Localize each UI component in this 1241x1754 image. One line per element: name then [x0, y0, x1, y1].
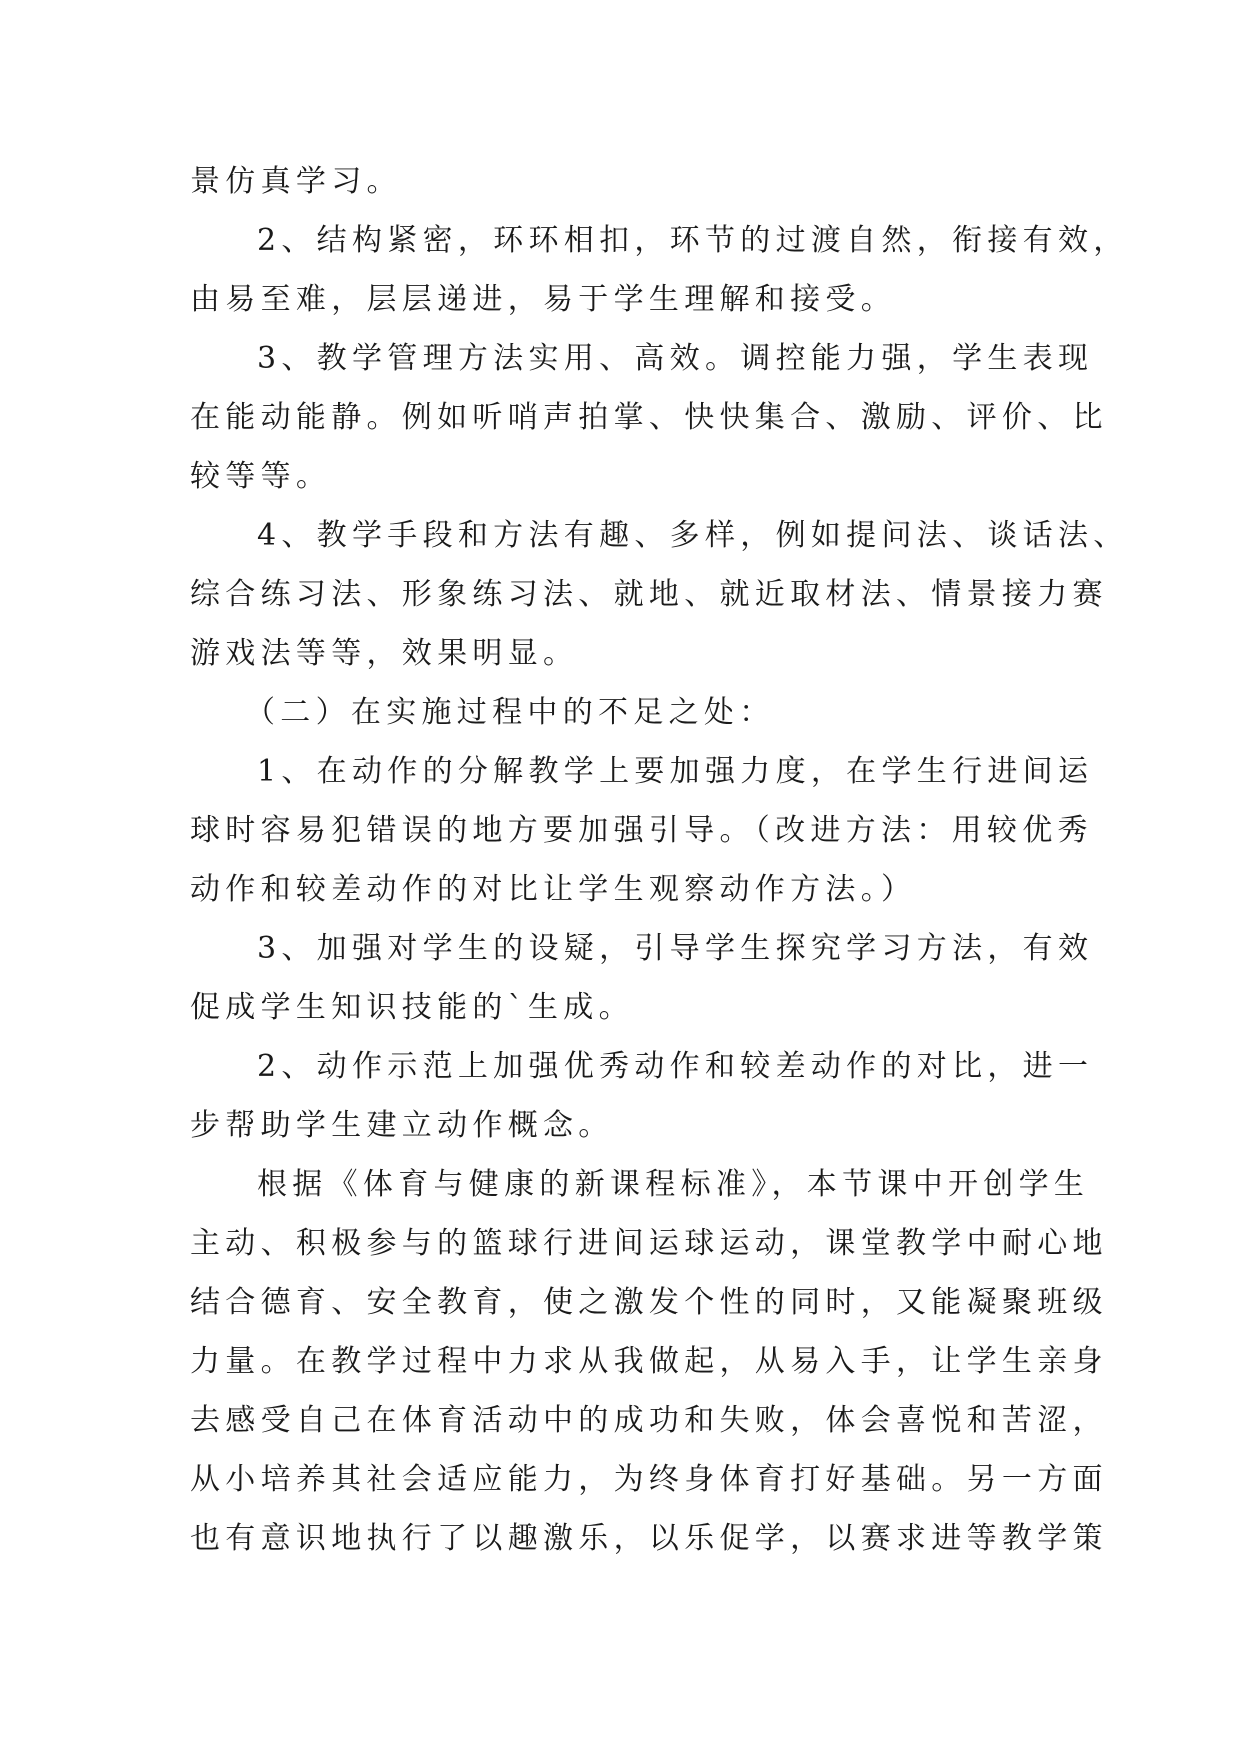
text-line: 动作和较差动作的对比让学生观察动作方法。） [190, 872, 917, 907]
text-line: 促成学生知识技能的`生成。 [190, 990, 634, 1025]
text-line: 步帮助学生建立动作概念。 [190, 1108, 614, 1143]
text-line: 力量。在教学过程中力求从我做起，从易入手，让学生亲身 [190, 1344, 1108, 1379]
text-line: 结合德育、安全教育，使之激发个性的同时，又能凝聚班级 [190, 1285, 1108, 1320]
text-line: 由易至难，层层递进，易于学生理解和接受。 [190, 282, 896, 317]
section-heading: （二）在实施过程中的不足之处： [245, 695, 775, 730]
text-line: 游戏法等等，效果明显。 [190, 636, 579, 671]
text-line: 也有意识地执行了以趣激乐，以乐促学，以赛求进等教学策 [190, 1521, 1108, 1556]
document-body [190, 152, 1129, 1568]
text-line: 2、动作示范上加强优秀动作和较差动作的对比，进一 [257, 1049, 1094, 1084]
text-line: 去感受自己在体育活动中的成功和失败，体会喜悦和苦涩， [190, 1403, 1108, 1438]
text-line: 4、教学手段和方法有趣、多样，例如提问法、谈话法、 [257, 518, 1129, 553]
text-line: 3、加强对学生的设疑，引导学生探究学习方法，有效 [257, 931, 1094, 966]
text-line: 综合练习法、形象练习法、就地、就近取材法、情景接力赛 [190, 577, 1108, 612]
text-line: 根据《体育与健康的新课程标准》，本节课中开创学生 [257, 1167, 1090, 1202]
text-line: 主动、积极参与的篮球行进间运球运动，课堂教学中耐心地 [190, 1226, 1108, 1261]
text-line: 3、教学管理方法实用、高效。调控能力强，学生表现 [257, 341, 1094, 376]
text-line: 景仿真学习。 [190, 164, 402, 199]
text-line: 2、结构紧密，环环相扣，环节的过渡自然，衔接有效， [257, 223, 1129, 258]
text-line: 在能动能静。例如听哨声拍掌、快快集合、激励、评价、比 [190, 400, 1108, 435]
text-line: 1、在动作的分解教学上要加强力度，在学生行进间运 [257, 754, 1094, 789]
text-line: 球时容易犯错误的地方要加强引导。（改进方法：用较优秀 [190, 813, 1093, 848]
text-line: 从小培养其社会适应能力，为终身体育打好基础。另一方面 [190, 1462, 1108, 1497]
text-line: 较等等。 [190, 459, 332, 494]
